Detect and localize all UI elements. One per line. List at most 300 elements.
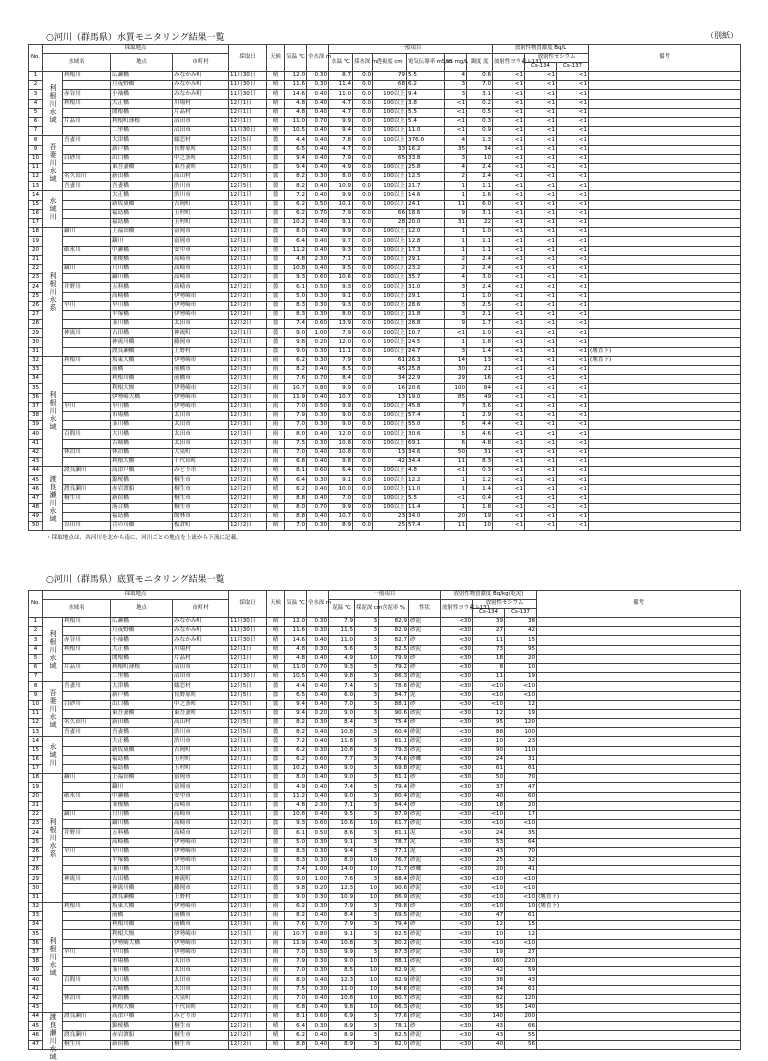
table-cell: 10 [355, 893, 379, 902]
col-cs137: Cs-137 [557, 63, 589, 72]
table-cell: 鏑川橋 [111, 820, 173, 829]
table-cell: 名久田川 [63, 173, 111, 182]
table-cell: 吾妻川 [63, 682, 111, 691]
table-cell: 14.6 [407, 191, 445, 200]
table-cell: <1 [557, 513, 589, 522]
table-cell: 9.0 [329, 709, 355, 718]
table-cell: 利根川橋 [111, 921, 173, 930]
table-cell: <1 [493, 127, 525, 136]
table-cell [63, 191, 111, 200]
table-cell: <1 [525, 411, 557, 420]
table-cell: 1.4 [467, 485, 493, 494]
table-cell: (堰直下) [537, 902, 741, 911]
table-cell: 0.40 [307, 636, 329, 645]
table-cell: 12月2日 [229, 476, 267, 485]
table-cell [589, 163, 741, 172]
table-cell: 曇 [267, 856, 285, 865]
table-cell: 33 [29, 366, 43, 375]
table-cell: 高津戸橋 [111, 1013, 173, 1022]
table-cell: 0.80 [307, 930, 329, 939]
table-cell: 12月2日 [229, 283, 267, 292]
table-cell: 晴 [267, 654, 285, 663]
table-cell: 12月2日 [229, 292, 267, 301]
table-cell: 7.2 [285, 737, 307, 746]
table-cell: 0.0 [353, 310, 373, 319]
table-cell: 12月2日 [229, 829, 267, 838]
table-cell: 10.8 [329, 939, 355, 948]
table-cell: 雨 [267, 948, 285, 957]
table-cell: 砂 [409, 783, 441, 792]
table-cell: 0.40 [307, 783, 329, 792]
table-cell: <30 [441, 948, 473, 957]
table-cell: 12月3日 [229, 957, 267, 966]
table-cell [63, 939, 111, 948]
table-cell: <1 [493, 366, 525, 375]
table-cell: 9.3 [329, 246, 353, 255]
table-row [29, 654, 741, 663]
table-cell: <30 [441, 1013, 473, 1022]
table-cell [63, 673, 111, 682]
table-cell: 12月3日 [229, 902, 267, 911]
table-cell: 82.5 [379, 645, 409, 654]
table-cell: 片品川 [63, 663, 111, 672]
table-cell: <10 [473, 691, 505, 700]
table-cell [589, 421, 741, 430]
table-cell: <1 [557, 320, 589, 329]
table-cell: 砂泥 [409, 1013, 441, 1022]
table-row [29, 522, 741, 531]
table-cell [63, 1022, 111, 1031]
table-cell: 沼田市 [173, 673, 229, 682]
table-cell: 66.3 [379, 1003, 409, 1012]
table-cell: <30 [441, 755, 473, 764]
table-cell: 0.60 [307, 1013, 329, 1022]
table-cell: 9.3 [329, 283, 353, 292]
table-cell: <1 [525, 356, 557, 365]
table-cell: <30 [441, 829, 473, 838]
table-cell: 7.5 [285, 439, 307, 448]
table-cell: 富岡市 [173, 237, 229, 246]
table-cell: 12月1日 [229, 810, 267, 819]
table-cell: 雨 [267, 457, 285, 466]
table-cell: <30 [441, 985, 473, 994]
table-row [29, 719, 741, 728]
table-cell: 8.0 [285, 430, 307, 439]
table-cell: <30 [441, 783, 473, 792]
table-cell: <1 [557, 338, 589, 347]
table-cell: 1 [445, 503, 467, 512]
table-cell: 7.9 [329, 356, 353, 365]
table-cell: 9.9 [329, 402, 353, 411]
table-cell: 0.40 [307, 108, 329, 117]
table-cell: <1 [493, 200, 525, 209]
table-cell: 2.1 [467, 310, 493, 319]
table-cell: 100以上 [373, 274, 407, 283]
table-cell: 大正橋 [111, 191, 173, 200]
table-cell: <1 [557, 173, 589, 182]
table-cell: 84 [467, 384, 493, 393]
table-cell: 8.3 [285, 301, 307, 310]
table-cell [63, 163, 111, 172]
table-cell: 中瀬橋 [111, 792, 173, 801]
table-cell [63, 691, 111, 700]
table-cell: 川場村 [173, 645, 229, 654]
table-cell [537, 645, 741, 654]
table-cell: <1 [493, 356, 525, 365]
table-cell: 17 [29, 765, 43, 774]
table-cell: 利根町薄根 [111, 117, 173, 126]
table-cell: 42 [373, 457, 407, 466]
col-ss: SS mg/L [445, 54, 467, 72]
table-cell: <1 [557, 503, 589, 512]
table-cell: 19 [505, 709, 537, 718]
table-cell: 中瀬橋 [111, 246, 173, 255]
table-cell: 鏑川 [63, 774, 111, 783]
table-cell: 22 [29, 264, 43, 273]
table-row [29, 200, 741, 209]
table-cell: 韮川橋 [111, 421, 173, 430]
table-cell: <1 [493, 246, 525, 255]
table-cell: 0.0 [353, 494, 373, 503]
table-cell: 6.2 [285, 200, 307, 209]
table-cell: 0.40 [307, 430, 329, 439]
table-cell: 赤岩渡船 [111, 1031, 173, 1040]
table-cell: <1 [493, 310, 525, 319]
table-cell: 曇 [267, 866, 285, 875]
table-cell: 3 [355, 921, 379, 930]
col-no: No. [29, 591, 43, 618]
table-cell: 70 [505, 774, 537, 783]
table-cell: 3 [355, 700, 379, 709]
table-cell: 11 [445, 200, 467, 209]
table-cell [589, 182, 741, 191]
table-cell [589, 320, 741, 329]
table-cell: 砂泥 [409, 627, 441, 636]
water-system-group: 利根川水域 [43, 72, 63, 136]
table-cell: <1 [493, 182, 525, 191]
table-cell: 11.0 [407, 127, 445, 136]
table-cell: <1 [557, 117, 589, 126]
table-cell: 8.9 [329, 1022, 355, 1031]
col-city: 市町村 [173, 600, 229, 618]
table-cell: 曇 [267, 746, 285, 755]
table-cell: 0.20 [307, 709, 329, 718]
table-cell: <1 [493, 439, 525, 448]
table-cell [589, 503, 741, 512]
table-cell: 1 [445, 182, 467, 191]
table-row [29, 801, 741, 810]
table-cell: 45 [373, 366, 407, 375]
table-cell: みなかみ町 [173, 81, 229, 90]
table-cell: 8.7 [329, 72, 353, 81]
table-cell: 高山村 [173, 173, 229, 182]
table-cell: 0.0 [353, 356, 373, 365]
col-cs134: Cs-134 [525, 63, 557, 72]
table-cell: <1 [557, 182, 589, 191]
table-cell: 39 [29, 967, 43, 976]
table-cell: 55.0 [407, 421, 445, 430]
table-cell: 10.6 [329, 820, 355, 829]
table-cell: 0.30 [307, 856, 329, 865]
table-cell: 渋川市 [173, 191, 229, 200]
table-cell: 12月2日 [229, 522, 267, 531]
table-cell: 9.4 [285, 709, 307, 718]
table-row [29, 765, 741, 774]
table-cell: 0.30 [307, 893, 329, 902]
table-cell: 12月1日 [229, 329, 267, 338]
table-cell: 100以上 [373, 421, 407, 430]
sediment-table [28, 590, 741, 1061]
table-cell: 3 [355, 847, 379, 856]
table-cell: 11.9 [285, 393, 307, 402]
table-cell: 4 [29, 99, 43, 108]
table-cell: 17.3 [407, 246, 445, 255]
table-cell: 利根大堰 [111, 384, 173, 393]
table-cell: 渡良瀬川 [63, 485, 111, 494]
table-cell: 3 [355, 939, 379, 948]
table-cell: 47 [29, 494, 43, 503]
table-cell [63, 856, 111, 865]
table-cell: 休泊橋 [111, 448, 173, 457]
table-cell: 9 [445, 209, 467, 218]
table-cell: 8.9 [329, 1040, 355, 1049]
table-cell [589, 90, 741, 99]
table-cell: 100以上 [373, 439, 407, 448]
table-cell: 80.2 [379, 939, 409, 948]
table-cell: 吾妻川 [63, 728, 111, 737]
table-cell: 20.6 [407, 384, 445, 393]
table-cell: 11 [29, 163, 43, 172]
table-row [29, 691, 741, 700]
table-cell: 11.8 [329, 737, 355, 746]
table-cell: <1 [557, 292, 589, 301]
table-cell: 平塚橋 [111, 310, 173, 319]
table-cell: 0.40 [307, 366, 329, 375]
table-cell: 100以上 [373, 320, 407, 329]
table-cell: 0.60 [307, 820, 329, 829]
table-cell: 伊勢崎大橋 [111, 939, 173, 948]
table-cell [537, 976, 741, 985]
table-cell: 32 [29, 356, 43, 365]
table-row [29, 457, 741, 466]
table-cell: 雨 [267, 411, 285, 420]
table-cell: 8.4 [329, 719, 355, 728]
table-cell: 0.0 [353, 219, 373, 228]
table-cell: 0.70 [307, 921, 329, 930]
table-cell: 200 [505, 1013, 537, 1022]
table-cell: 38 [505, 618, 537, 627]
table-cell: 並榎橋 [111, 801, 173, 810]
table-cell: 5.5 [407, 72, 445, 81]
table-cell: <1 [525, 329, 557, 338]
table-cell: <30 [441, 902, 473, 911]
table-row [29, 402, 741, 411]
table-cell: 伊勢崎市 [173, 292, 229, 301]
table-row [29, 627, 741, 636]
table-cell: 砂泥 [409, 709, 441, 718]
table-cell: 12月2日 [229, 320, 267, 329]
col-depth: 全水深 m [307, 591, 329, 618]
table-cell: <1 [493, 301, 525, 310]
table-cell: 0.40 [307, 393, 329, 402]
table-cell: <1 [493, 292, 525, 301]
table-cell: <30 [441, 627, 473, 636]
table-cell: 9.0 [329, 774, 355, 783]
table-row [29, 618, 741, 627]
table-cell [537, 765, 741, 774]
table-row [29, 320, 741, 329]
table-cell: 11.5 [329, 627, 355, 636]
table-cell: 8.0 [285, 503, 307, 512]
table-cell: 8.2 [285, 912, 307, 921]
table-cell: 赤谷川 [63, 90, 111, 99]
table-cell: 12.0 [285, 72, 307, 81]
table-row [29, 264, 741, 273]
table-cell: 伊勢崎市 [173, 301, 229, 310]
table-cell: <1 [525, 182, 557, 191]
col-system: 水域名 [43, 54, 111, 72]
table-cell: 16 [29, 755, 43, 764]
table-cell: 3 [355, 746, 379, 755]
table-cell: 曇 [267, 755, 285, 764]
table-cell: 砂 [409, 902, 441, 911]
table-cell: 3 [355, 1040, 379, 1049]
table-cell: 9.9 [329, 228, 353, 237]
table-cell [589, 375, 741, 384]
table-cell: 18.6 [407, 209, 445, 218]
table-cell: 曇 [267, 820, 285, 829]
table-row [29, 503, 741, 512]
water-system-group: 利根川水系 [43, 774, 63, 903]
table-cell: 3 [355, 810, 379, 819]
table-cell: <1 [525, 430, 557, 439]
table-cell [537, 1040, 741, 1049]
table-cell: 前橋 [111, 912, 173, 921]
table-cell: <1 [557, 264, 589, 273]
table-cell: 8.2 [285, 182, 307, 191]
table-cell: 砂 [409, 801, 441, 810]
table-cell: 曇 [267, 154, 285, 163]
table-cell: 6.2 [285, 902, 307, 911]
table-cell: 0.30 [307, 522, 329, 531]
table-row [29, 884, 741, 893]
water-system-group: 吾妻川水域 [43, 682, 63, 737]
table-cell: 10 [467, 522, 493, 531]
table-cell [63, 219, 111, 228]
table-cell: 0.60 [307, 274, 329, 283]
table-cell: 伊勢崎市 [173, 856, 229, 865]
table-cell: 50 [473, 774, 505, 783]
table-cell: 0.0 [353, 503, 373, 512]
table-cell: <30 [441, 1022, 473, 1031]
table-cell: 9.0 [285, 875, 307, 884]
table-cell: 渋川市 [173, 182, 229, 191]
table-cell: 8.6 [329, 829, 355, 838]
table-cell: 100以上 [373, 310, 407, 319]
table-cell [63, 384, 111, 393]
table-cell: 29 [29, 875, 43, 884]
table-cell: 大津橋 [111, 682, 173, 691]
table-cell: 8.5 [329, 366, 353, 375]
col-depth: 全水深 m [307, 45, 329, 72]
table-cell: 大正橋 [111, 737, 173, 746]
table-cell: 11月30日 [229, 673, 267, 682]
table-cell [63, 145, 111, 154]
table-cell: 7.4 [329, 783, 355, 792]
table-cell: 23 [373, 513, 407, 522]
table-cell: 0.30 [307, 173, 329, 182]
table-cell: 11月30日 [229, 636, 267, 645]
table-cell: 30 [445, 366, 467, 375]
table-cell: 4.6 [467, 430, 493, 439]
table-cell: 29 [445, 375, 467, 384]
table-cell: 10.2 [285, 219, 307, 228]
table-row [29, 375, 741, 384]
col-transparency: 透視度 cm [373, 54, 407, 72]
table-cell: <1 [493, 237, 525, 246]
table-cell: みなかみ町 [173, 627, 229, 636]
table-cell: 砂泥 [409, 746, 441, 755]
table-cell: 11.0 [329, 90, 353, 99]
table-cell: 桐生市 [173, 503, 229, 512]
table-cell: 7.1 [329, 801, 355, 810]
table-cell: 砂泥 [409, 618, 441, 627]
table-cell: 関根橋 [111, 108, 173, 117]
table-cell: 62 [473, 994, 505, 1003]
table-cell: <1 [557, 356, 589, 365]
table-cell: 8.3 [285, 847, 307, 856]
table-cell: 砂泥 [409, 673, 441, 682]
table-cell: 大川橋 [111, 976, 173, 985]
table-cell: 35 [29, 384, 43, 393]
water-system-group: 渡良瀬川水域 [43, 1013, 63, 1050]
table-cell: 9.1 [329, 219, 353, 228]
col-weather: 天候 [267, 591, 285, 618]
table-row [29, 108, 741, 117]
table-cell: 7.4 [329, 682, 355, 691]
table-cell: 0.50 [307, 283, 329, 292]
table-cell: <1 [525, 99, 557, 108]
table-cell: 25.8 [407, 366, 445, 375]
col-point: 地点 [111, 600, 173, 618]
table-cell: 0.40 [307, 246, 329, 255]
table-cell: 渋川市 [173, 728, 229, 737]
table-cell: 100以上 [373, 476, 407, 485]
table-cell: 12月1日 [229, 893, 267, 902]
table-cell: 5.6 [329, 645, 355, 654]
table-cell: 12 [505, 930, 537, 939]
table-cell: <1 [493, 108, 525, 117]
table-cell: 4.9 [329, 654, 355, 663]
table-cell: 吾妻川 [63, 136, 111, 145]
table-cell: 69.1 [407, 439, 445, 448]
table-cell: 6.1 [285, 829, 307, 838]
table-cell: 12月5日 [229, 700, 267, 709]
table-cell: 9.4 [285, 163, 307, 172]
table-cell: 0.0 [353, 182, 373, 191]
table-cell: 雨 [267, 448, 285, 457]
table-cell: 100以上 [373, 467, 407, 476]
table-cell: 10 [355, 967, 379, 976]
table-cell: <30 [441, 820, 473, 829]
table-cell: 1.6 [467, 191, 493, 200]
col-point-group: 採取地点 [43, 45, 229, 54]
table-cell: 0.0 [353, 274, 373, 283]
table-cell: <1 [557, 439, 589, 448]
table-cell: 0.70 [307, 209, 329, 218]
table-cell: <1 [525, 494, 557, 503]
table-row [29, 246, 741, 255]
